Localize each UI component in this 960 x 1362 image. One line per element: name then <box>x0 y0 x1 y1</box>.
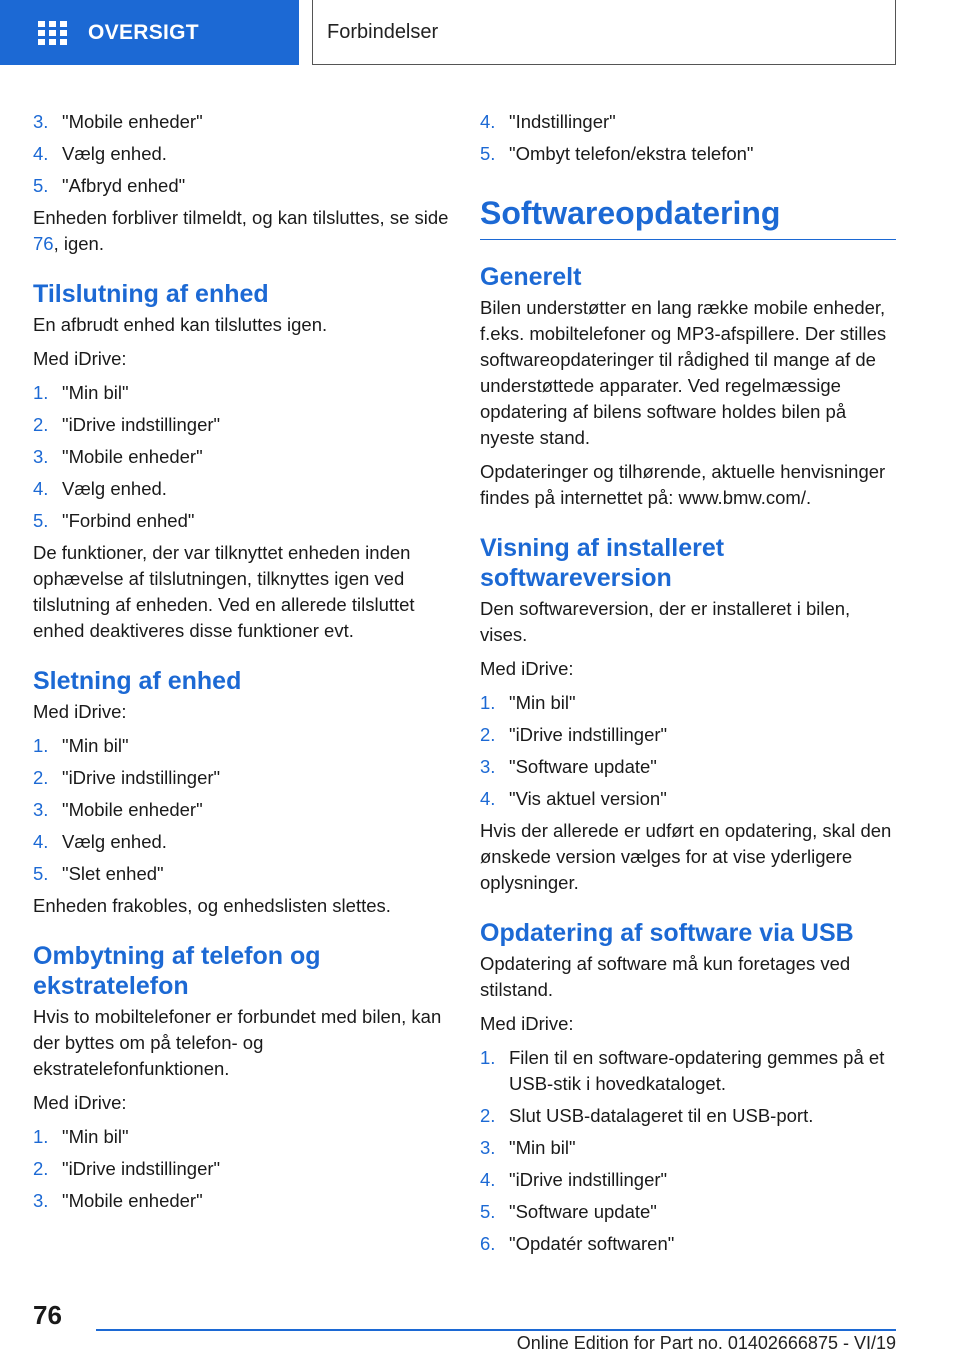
step-number: 4. <box>33 143 49 164</box>
overview-label: OVERSIGT <box>88 20 199 44</box>
list-item: 2. "iDrive indstillinger" <box>33 767 221 788</box>
step-number: 5. <box>33 175 49 196</box>
paragraph: En afbrudt enhed kan tilsluttes igen. <box>33 314 328 335</box>
heading-installed-version: Visning af installeret softwareversion <box>480 534 725 592</box>
grid-menu-icon <box>38 21 68 45</box>
paragraph: Opdateringer og tilhørende, aktuelle henvisninger findes på internettet på: www.bmw.com/. <box>480 461 886 508</box>
heading-software-update: Softwareopdatering <box>480 193 896 240</box>
paragraph: Enheden frakobles, og enhedslisten slettes. <box>33 895 391 916</box>
list-item <box>33 109 449 135</box>
list-item: 4. "Vis aktuel version" <box>480 788 667 809</box>
edition-footer: Online Edition for Part no. 01402666875 - VI/19 <box>516 1333 896 1353</box>
list-item <box>33 141 449 167</box>
list-item: 4. Vælg enhed. <box>33 478 167 499</box>
paragraph: Opdatering af software må kun foretages ved stilstand. <box>480 953 851 1000</box>
list-item: 3. "Software update" <box>480 756 657 777</box>
step-text: Vælg enhed. <box>62 143 167 164</box>
list-item: 5. "Ombyt telefon/ekstra telefon" <box>480 143 754 164</box>
step-list-usb <box>480 1045 896 1257</box>
heading-swap-phone: Ombytning af telefon og ekstratelefon <box>33 942 321 1000</box>
step-list-version <box>480 690 896 812</box>
list-item: 3. "Min bil" <box>480 1137 576 1158</box>
left-column <box>33 103 449 1220</box>
step-text: "Mobile enheder" <box>62 111 203 132</box>
step-number: 3. <box>33 111 49 132</box>
list-item: 4. "iDrive indstillinger" <box>480 1169 668 1190</box>
paragraph: Med iDrive: <box>480 658 574 679</box>
section-tab[interactable] <box>312 0 896 65</box>
list-item: 1. "Min bil" <box>480 692 576 713</box>
paragraph: Hvis to mobiltelefoner er forbundet med bilen, kan der byttes om på telefon- og ekstratelefonfunktionen. <box>33 1006 442 1079</box>
step-list-swap-continued <box>480 109 896 167</box>
paragraph: Bilen understøtter en lang række mobile enheder, f.eks. mobiltelefoner og MP3-afspillere. Der stilles softwareopdateringer til rådighed til mange af de understøttede apparater. Ved regelmæssige opdatering af bilens software holdes bilen på nyeste stand. <box>480 297 887 448</box>
list-item: 1. Filen til en software-opdatering gemmes på et USB-stik i hovedkataloget. <box>480 1047 885 1094</box>
footer-divider <box>96 1329 896 1331</box>
page-link[interactable]: 76 <box>33 233 54 254</box>
paragraph: Med iDrive: <box>480 1013 574 1034</box>
list-item: 3. "Mobile enheder" <box>33 446 203 467</box>
paragraph: Hvis der allerede er udført en opdatering, skal den ønskede version vælges for at vise yderligere oplysninger. <box>480 820 892 893</box>
list-item: 1. "Min bil" <box>33 1126 129 1147</box>
list-item: 3. "Mobile enheder" <box>33 799 203 820</box>
list-item: 4. "Indstillinger" <box>480 111 616 132</box>
section-label: Forbindelser <box>327 20 439 43</box>
step-list-swap <box>33 1124 449 1214</box>
paragraph: Med iDrive: <box>33 1092 127 1113</box>
list-item: 1. "Min bil" <box>33 735 129 756</box>
list-item <box>33 173 449 199</box>
list-item: 2. "iDrive indstillinger" <box>33 1158 221 1179</box>
list-item: 2. "iDrive indstillinger" <box>33 414 221 435</box>
paragraph: Med iDrive: <box>33 348 127 369</box>
list-item: 6. "Opdatér softwaren" <box>480 1233 675 1254</box>
list-item: 5. "Software update" <box>480 1201 657 1222</box>
list-item: 2. "iDrive indstillinger" <box>480 724 668 745</box>
step-list-delete <box>33 733 449 887</box>
page-number: 76 <box>33 1300 62 1330</box>
list-item: 1. "Min bil" <box>33 382 129 403</box>
list-item: 3. "Mobile enheder" <box>33 1190 203 1211</box>
list-item: 4. Vælg enhed. <box>33 831 167 852</box>
step-text: "Afbryd enhed" <box>62 175 186 196</box>
step-list-disconnect <box>33 109 449 199</box>
list-item: 2. Slut USB-datalageret til en USB-port. <box>480 1105 814 1126</box>
paragraph: Den softwareversion, der er installeret i bilen, vises. <box>480 598 851 645</box>
heading-usb-update: Opdatering af software via USB <box>480 919 854 947</box>
paragraph: De funktioner, der var tilknyttet enheden inden ophævelse af tilslutningen, tilknyttes igen ved tilslutning af enheden. Ved en allerede tilsluttet enhed deaktiveres disse funktioner evt. <box>33 542 415 641</box>
list-item: 5. "Slet enhed" <box>33 863 164 884</box>
heading-connect-device: Tilslutning af enhed <box>33 280 269 308</box>
step-list-connect <box>33 380 449 534</box>
heading-delete-device: Sletning af enhed <box>33 667 242 695</box>
paragraph: Enheden forbliver tilmeldt, og kan tilsluttes, se side 76, igen. <box>33 207 449 254</box>
paragraph: Med iDrive: <box>33 701 127 722</box>
list-item: 5. "Forbind enhed" <box>33 510 195 531</box>
right-column <box>480 103 896 1263</box>
heading-general: Generelt <box>480 263 582 291</box>
overview-button[interactable] <box>0 0 299 65</box>
